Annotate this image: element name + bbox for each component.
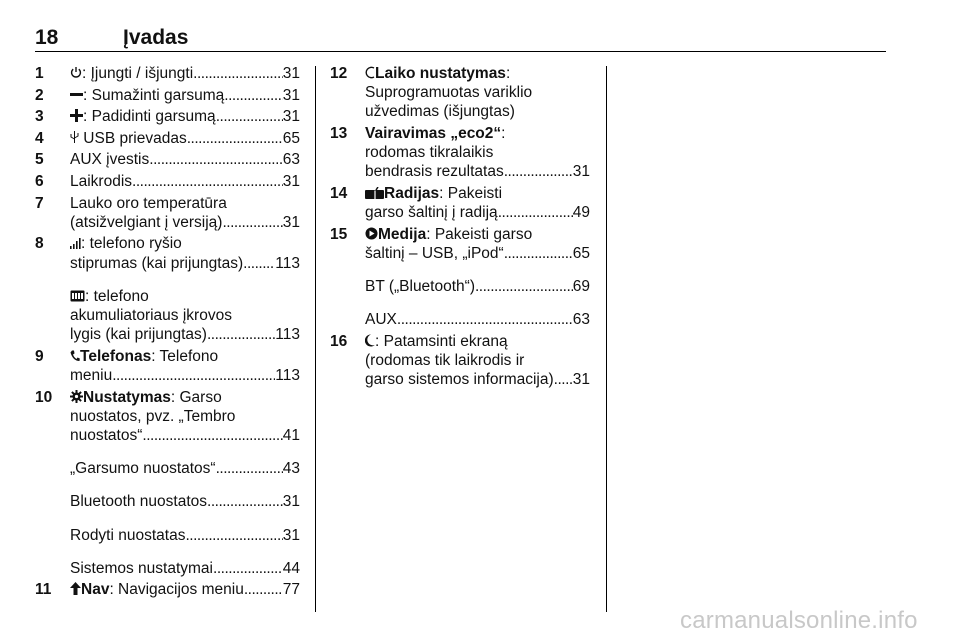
entry-text: Rodyti nuostatas	[70, 526, 186, 544]
entry-text: lygis (kai prijungtas)	[70, 326, 207, 344]
entry-page: 63	[282, 151, 300, 169]
entry-text: AUX įvestis	[70, 151, 150, 169]
entry-text: šaltinį – USB, „iPod“	[365, 245, 504, 262]
phone-icon	[70, 350, 80, 362]
entry-text: USB prievadas	[79, 129, 187, 147]
entry-text: (rodomas tik laikrodis ir	[365, 352, 525, 370]
entry-text: meniu	[70, 366, 113, 384]
page-title: Įvadas	[123, 26, 189, 49]
entry-page: 31	[282, 213, 300, 231]
entry-label: Nustatymas	[83, 388, 171, 406]
entry-label: Laiko nustatymas	[375, 65, 506, 82]
index-entry-16	[330, 332, 590, 390]
entry-label: Medija	[378, 225, 427, 243]
index-entry-15	[330, 225, 590, 330]
media-icon	[365, 227, 378, 240]
index-column-2	[330, 64, 590, 392]
entry-page: 31	[572, 163, 590, 181]
entry-text: : Padidinti garsumą	[83, 108, 216, 126]
header-rule	[35, 51, 886, 52]
entry-page: 31	[282, 526, 300, 544]
entry-number: 8	[35, 235, 44, 253]
entry-text: : telefono ryšio	[81, 235, 182, 253]
column-divider-right	[606, 66, 607, 612]
entry-text: : Pakeisti garso	[426, 225, 533, 243]
entry-label: Radijas	[384, 185, 440, 202]
index-subentry	[70, 287, 300, 345]
entry-text: : Navigacijos meniu	[109, 581, 244, 599]
entry-text: „Garsumo nuostatos“	[70, 460, 216, 478]
entry-number: 7	[35, 194, 44, 212]
entry-text: užvedimas (išjungtas)	[365, 103, 515, 121]
entry-page: 41	[282, 426, 300, 444]
entry-text: AUX	[365, 311, 397, 329]
gear-icon	[70, 390, 83, 403]
entry-text: : Garso	[170, 388, 222, 406]
index-entry-4	[35, 129, 300, 148]
index-entry-11	[35, 580, 300, 599]
entry-page: 31	[282, 108, 300, 126]
entry-text: Lauko oro temperatūra	[70, 194, 227, 212]
entry-number: 15	[330, 225, 348, 243]
entry-text: nuostatos“	[70, 426, 143, 444]
index-subentry	[365, 277, 590, 296]
entry-page: 31	[282, 86, 300, 104]
index-entry-8	[35, 234, 300, 344]
entry-label: Nav	[81, 581, 110, 599]
index-entry-14	[330, 184, 590, 222]
entry-text: : Įjungti / išjungti	[82, 65, 194, 82]
entry-text: garso sistemos informacija)	[365, 371, 554, 389]
entry-text: bendrasis rezultatas	[365, 163, 504, 181]
timer-icon	[365, 66, 375, 79]
minus-icon	[70, 88, 83, 101]
entry-text: BT („Bluetooth“)	[365, 278, 475, 296]
column-divider-left	[315, 66, 316, 612]
entry-number: 1	[35, 65, 44, 82]
entry-page: 113	[275, 326, 300, 344]
battery-icon	[70, 290, 85, 302]
index-subentry	[70, 526, 300, 545]
index-subentry	[70, 459, 300, 478]
entry-page: 31	[282, 493, 300, 511]
entry-page: 31	[572, 371, 590, 389]
index-entry-10	[35, 388, 300, 578]
entry-text: : Telefono	[151, 347, 219, 365]
page-header	[35, 22, 885, 52]
entry-page: 113	[275, 366, 300, 384]
power-icon	[70, 66, 82, 79]
entry-number: 2	[35, 86, 44, 104]
entry-number: 9	[35, 347, 44, 365]
entry-label: Vairavimas „eco2“	[365, 125, 502, 142]
navigation-icon	[70, 582, 81, 595]
radio-icon	[365, 187, 384, 199]
entry-number: 5	[35, 151, 44, 169]
entry-page: 65	[572, 245, 590, 262]
entry-text: :	[501, 125, 506, 142]
entry-page: 65	[282, 129, 300, 147]
entry-text: akumuliatoriaus įkrovos	[70, 306, 232, 324]
index-entry-12	[330, 64, 590, 122]
entry-text: Bluetooth nuostatos	[70, 493, 208, 511]
entry-number: 14	[330, 185, 348, 202]
entry-page: 69	[572, 278, 590, 296]
entry-number: 13	[330, 125, 348, 142]
entry-text: Laikrodis	[70, 172, 133, 190]
entry-text: : Pakeisti	[439, 185, 503, 202]
entry-text: garso šaltinį į radiją	[365, 204, 498, 222]
entry-label: Telefonas	[80, 347, 152, 365]
entry-text: : Sumažinti garsumą	[83, 86, 225, 104]
entry-page: 77	[282, 581, 300, 599]
index-entry-3	[35, 107, 300, 126]
entry-page: 49	[572, 204, 590, 222]
entry-page: 43	[282, 460, 300, 478]
plus-icon	[70, 109, 83, 122]
entry-number: 6	[35, 172, 44, 190]
entry-page: 44	[282, 559, 300, 577]
index-entry-2	[35, 86, 300, 105]
index-subentry	[70, 492, 300, 511]
page-number: 18	[35, 26, 59, 49]
entry-text: :	[505, 65, 511, 82]
entry-number: 11	[35, 581, 52, 599]
entry-page: 113	[275, 254, 300, 272]
entry-page: 63	[572, 311, 590, 329]
entry-page: 31	[282, 172, 300, 190]
entry-text: : telefono	[85, 287, 149, 305]
index-subentry	[365, 310, 590, 329]
index-entry-5	[35, 150, 300, 169]
entry-text: : Patamsinti ekraną	[375, 333, 508, 350]
signal-strength-icon	[70, 237, 81, 249]
entry-text: nuostatos, pvz. „Tembro	[70, 407, 236, 425]
entry-number: 12	[330, 65, 348, 82]
footer-watermark: carmanualsonline.info	[680, 607, 918, 634]
index-entry-9	[35, 347, 300, 385]
entry-text: Suprogramuotas variklio	[365, 84, 533, 102]
index-column-1	[35, 64, 300, 602]
entry-number: 3	[35, 108, 44, 126]
index-entry-1	[35, 64, 300, 83]
index-entry-7	[35, 194, 300, 232]
entry-text: rodomas tikralaikis	[365, 144, 494, 162]
entry-number: 10	[35, 388, 53, 406]
entry-number: 16	[330, 333, 348, 350]
entry-text: (atsižvelgiant į versiją)	[70, 213, 223, 231]
entry-number: 4	[35, 129, 44, 147]
index-entry-6	[35, 172, 300, 191]
usb-icon	[70, 130, 79, 144]
entry-text: stiprumas (kai prijungtas)	[70, 254, 244, 272]
entry-page: 31	[282, 65, 300, 82]
index-subentry	[70, 559, 300, 578]
entry-text: Sistemos nustatymai	[70, 559, 213, 577]
moon-icon	[365, 334, 375, 347]
index-entry-13	[330, 124, 590, 182]
